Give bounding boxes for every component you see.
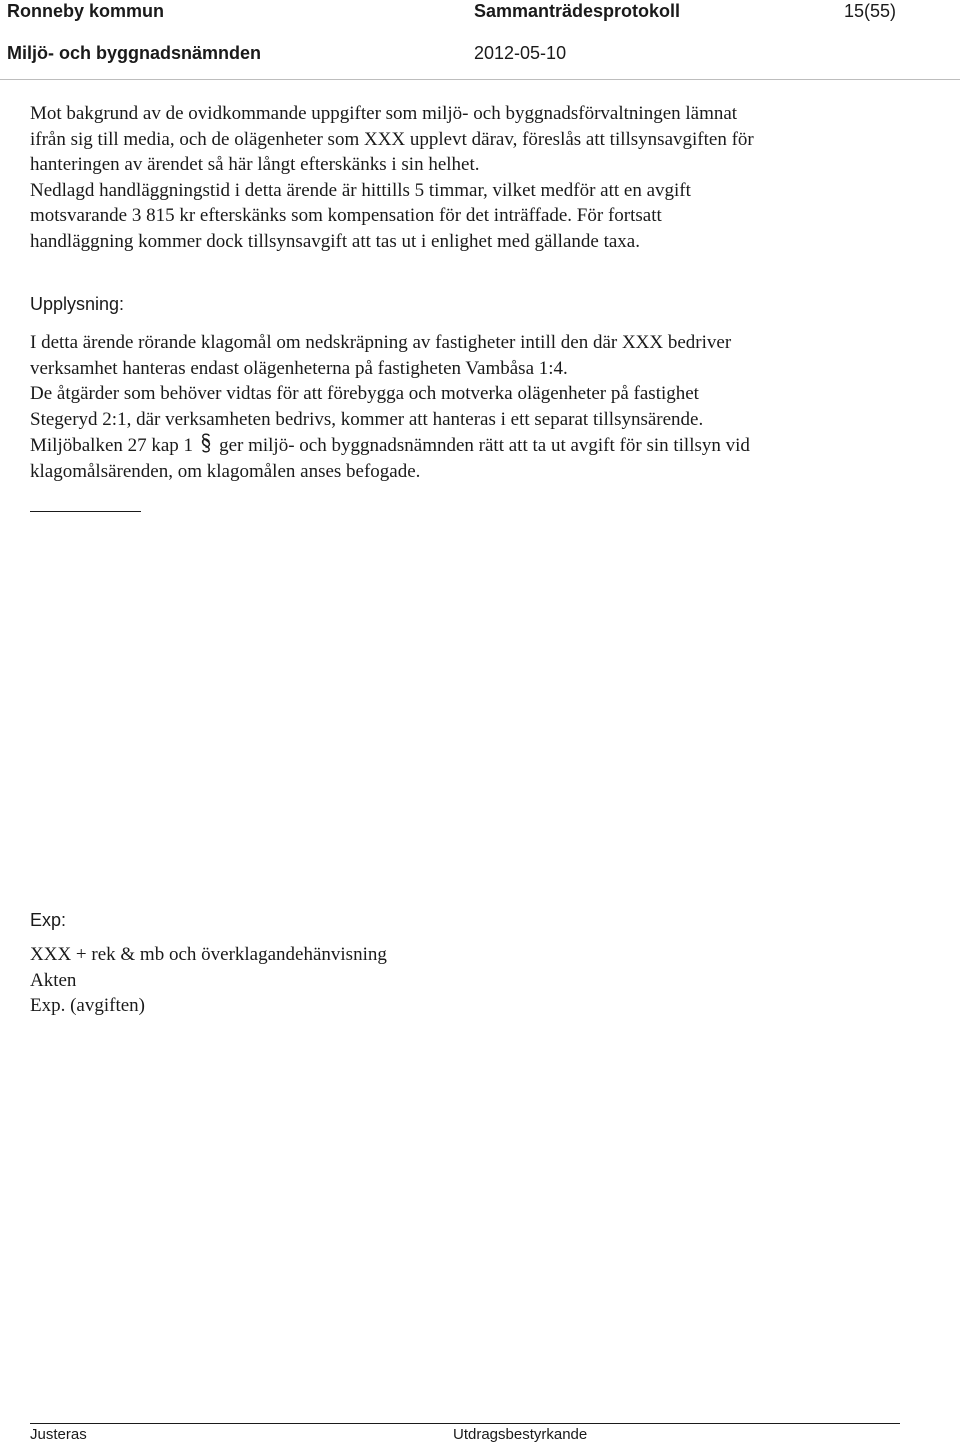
expedition-item: Akten bbox=[30, 969, 77, 991]
law-reference-end: ger miljö- och byggnadsnämnden rätt att ta ut avgift för sin tillsyn vid bbox=[219, 435, 750, 457]
upplysning-heading: Upplysning: bbox=[30, 294, 125, 314]
law-reference-start: Miljöbalken 27 kap 1 bbox=[30, 435, 194, 457]
document-type: Sammanträdesprotokoll bbox=[474, 1, 681, 21]
paragraph-line: Nedlagd handläggningstid i detta ärende är hittills 5 timmar, vilket medför att en avgift bbox=[30, 179, 691, 201]
paragraph-line: I detta ärende rörande klagomål om nedskräpning av fastigheter intill den där XXX bedriver bbox=[30, 332, 732, 353]
page-number: 15(55) bbox=[843, 1, 896, 21]
committee-name: Miljö- och byggnadsnämnden bbox=[7, 43, 262, 63]
expedition-item: XXX + rek & mb och överklagandehänvisning bbox=[30, 944, 387, 965]
law-reference-line bbox=[30, 432, 930, 459]
paragraph-line: ifrån sig till media, och de olägenheter som XXX upplevt därav, föreslås att tillsynsavgiften för bbox=[30, 128, 754, 150]
paragraph-line: verksamhet hanteras endast olägenheterna på fastigheten Vambåsa 1:4. bbox=[30, 357, 568, 379]
paragraph-line: Mot bakgrund av de ovidkommande uppgifter som miljö- och byggnadsförvaltningen lämnat bbox=[30, 103, 738, 124]
paragraph-line: handläggning kommer dock tillsynsavgift att tas ut i enlighet med gällande taxa. bbox=[30, 230, 640, 252]
footer-divider bbox=[30, 1423, 900, 1424]
header-divider bbox=[0, 79, 960, 80]
paragraph-line: motsvarande 3 815 kr efterskänks som kompensation för det inträffade. För fortsatt bbox=[30, 205, 662, 227]
organization-name: Ronneby kommun bbox=[7, 1, 165, 21]
decision-paragraph bbox=[30, 101, 930, 255]
meeting-date: 2012-05-10 bbox=[474, 43, 567, 63]
paragraph-line: Stegeryd 2:1, där verksamheten bedrivs, kommer att hanteras i ett separat tillsynsärende. bbox=[30, 408, 704, 430]
expedition-heading: Exp: bbox=[30, 910, 67, 930]
expedition-list bbox=[30, 942, 930, 1019]
paragraph-line: hanteringen av ärendet så här långt efterskänks i sin helhet. bbox=[30, 154, 480, 176]
section-end-rule bbox=[30, 511, 141, 512]
footer-justeras: Justeras bbox=[30, 1426, 87, 1443]
upplysning-paragraph bbox=[30, 330, 930, 485]
expedition-item: Exp. (avgiften) bbox=[30, 995, 146, 1017]
section-sign-icon bbox=[199, 432, 213, 454]
paragraph-line: De åtgärder som behöver vidtas för att förebygga och motverka olägenheter på fastighet bbox=[30, 383, 699, 405]
footer-utdragsbestyrkande: Utdragsbestyrkande bbox=[453, 1426, 588, 1443]
paragraph-line: klagomålsärenden, om klagomålen anses befogade. bbox=[30, 460, 421, 482]
